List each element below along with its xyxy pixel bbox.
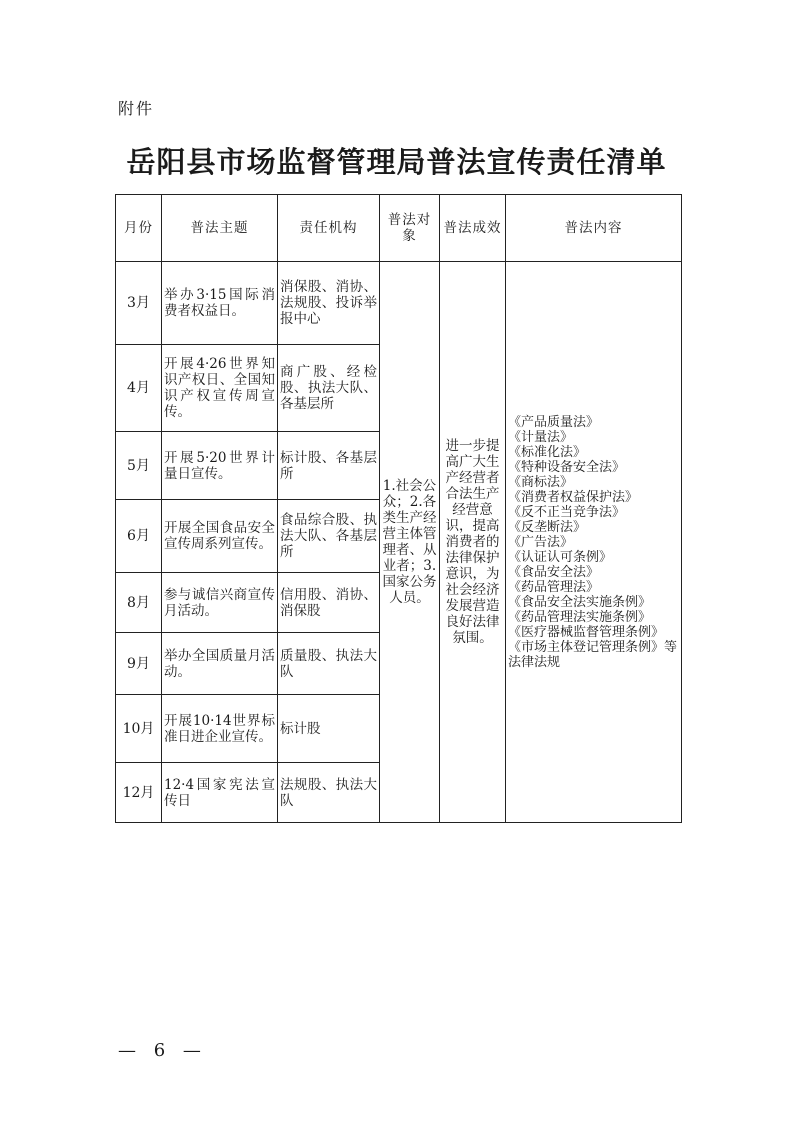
column-header: 月份 xyxy=(116,195,162,262)
law-item: 《反不正当竞争法》 xyxy=(508,504,626,520)
agency-cell: 商广股、经检股、执法大队、各基层所 xyxy=(278,345,380,432)
agency-cell: 消保股、消协、法规股、投诉举报中心 xyxy=(278,262,380,345)
page-number: — 6 — xyxy=(118,1040,207,1061)
theme-cell: 12·4国家宪法宣传日 xyxy=(162,763,278,823)
agency-cell: 食品综合股、执法大队、各基层所 xyxy=(278,500,380,573)
theme-cell: 开展10·14世界标准日进企业宣传。 xyxy=(162,695,278,763)
agency-cell: 质量股、执法大队 xyxy=(278,633,380,695)
law-item: 《标准化法》 xyxy=(508,444,587,460)
law-item: 《市场主体登记管理条例》等法律法规 xyxy=(508,639,678,670)
law-item: 《计量法》 xyxy=(508,429,574,445)
law-item: 《商标法》 xyxy=(508,474,574,490)
law-item: 《药品管理法》 xyxy=(508,579,600,595)
column-header: 责任机构 xyxy=(278,195,380,262)
theme-cell: 开展4·26世界知识产权日、全国知识产权宣传周宣传。 xyxy=(162,345,278,432)
agency-cell: 标计股、各基层所 xyxy=(278,432,380,500)
law-item: 《药品管理法实施条例》 xyxy=(508,609,652,625)
law-item: 《医疗器械监督管理条例》 xyxy=(508,624,665,640)
column-header: 普法主题 xyxy=(162,195,278,262)
theme-cell: 开展5·20世界计量日宣传。 xyxy=(162,432,278,500)
agency-cell: 标计股 xyxy=(278,695,380,763)
table-row xyxy=(116,262,682,345)
column-header: 普法对象 xyxy=(380,195,440,262)
agency-cell: 法规股、执法大队 xyxy=(278,763,380,823)
month-cell: 12月 xyxy=(116,763,162,823)
month-cell: 4月 xyxy=(116,345,162,432)
month-cell: 5月 xyxy=(116,432,162,500)
table-header-row xyxy=(116,195,682,262)
theme-cell: 参与诚信兴商宣传月活动。 xyxy=(162,573,278,633)
document-title: 岳阳县市场监督管理局普法宣传责任清单 xyxy=(126,145,667,179)
target-cell: 1.社会公众；2.各类生产经营主体管理者、从业者；3.国家公务人员。 xyxy=(380,262,440,823)
law-item: 《产品质量法》 xyxy=(508,414,600,430)
law-item: 《食品安全法》 xyxy=(508,564,600,580)
column-header: 普法内容 xyxy=(506,195,682,262)
month-cell: 8月 xyxy=(116,573,162,633)
theme-cell: 开展全国食品安全宣传周系列宣传。 xyxy=(162,500,278,573)
law-item: 《反垄断法》 xyxy=(508,519,587,535)
theme-cell: 举办全国质量月活动。 xyxy=(162,633,278,695)
month-cell: 10月 xyxy=(116,695,162,763)
effect-cell: 进一步提高广大生产经营者合法生产经营意识，提高消费者的法律保护意识，为社会经济发展营造良好法律氛围。 xyxy=(440,262,506,823)
month-cell: 6月 xyxy=(116,500,162,573)
column-header: 普法成效 xyxy=(440,195,506,262)
responsibility-table xyxy=(115,194,682,823)
law-item: 《特种设备安全法》 xyxy=(508,459,626,475)
theme-cell: 举办3·15国际消费者权益日。 xyxy=(162,262,278,345)
agency-cell: 信用股、消协、消保股 xyxy=(278,573,380,633)
law-item: 《食品安全法实施条例》 xyxy=(508,594,652,610)
month-cell: 3月 xyxy=(116,262,162,345)
attachment-label: 附件 xyxy=(118,99,155,118)
law-item: 《广告法》 xyxy=(508,534,574,550)
law-item: 《消费者权益保护法》 xyxy=(508,489,639,505)
content-cell xyxy=(506,262,682,823)
law-item: 《认证认可条例》 xyxy=(508,549,613,565)
month-cell: 9月 xyxy=(116,633,162,695)
